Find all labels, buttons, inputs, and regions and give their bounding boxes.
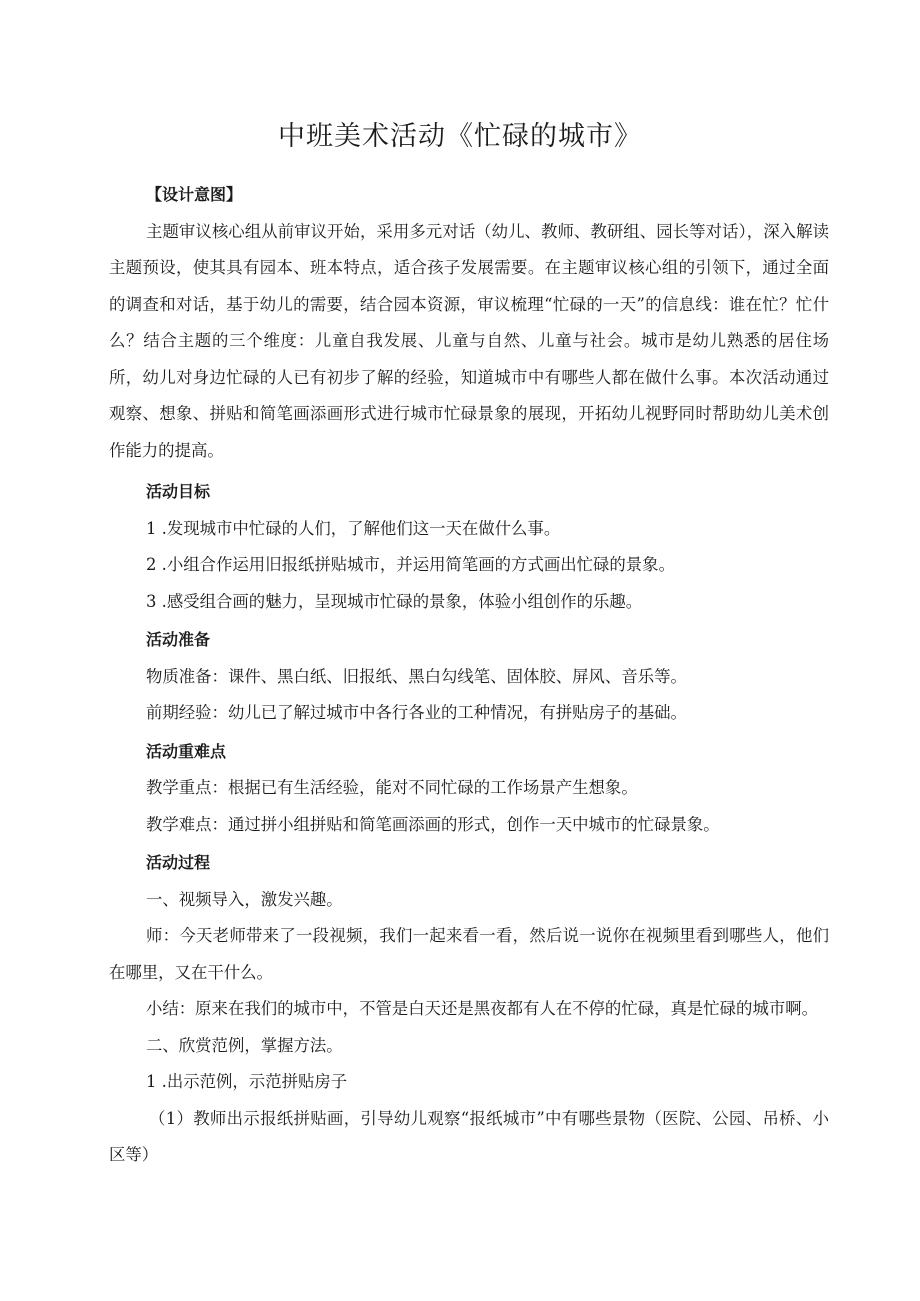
process-step-1-summary: 小结：原来在我们的城市中，不管是白天还是黑夜都有人在不停的忙碌，真是忙碌的城市啊。 xyxy=(146,999,819,1018)
goal-item-1: 1 .发现城市中忙碌的人们，了解他们这一天在做什么事。 xyxy=(146,518,561,538)
process-step-2-item-1: 1 .出示范例，示范拼贴房子 xyxy=(146,1072,348,1091)
teaching-key-point: 教学重点：根据已有生活经验，能对不同忙碌的工作场景产生想象。 xyxy=(146,778,638,797)
key-points-heading: 活动重难点 xyxy=(146,741,227,761)
process-heading: 活动过程 xyxy=(146,853,211,872)
page-title: 中班美术活动《忙碌的城市》 xyxy=(278,121,642,152)
process-step-2-title: 二、欣赏范例，掌握方法。 xyxy=(146,1035,343,1055)
goals-heading: 活动目标 xyxy=(146,482,211,501)
process-step-2-item-1-sub: （1）教师出示报纸拼贴画，引导幼儿观察“报纸城市”中有哪些景物（医院、公园、吊桥、小区等） xyxy=(109,1108,829,1164)
teaching-difficulty: 教学难点：通过拼小组拼贴和简笔画添画的形式，创作一天中城市的忙碌景象。 xyxy=(146,814,720,834)
goal-item-2: 2 .小组合作运用旧报纸拼贴城市，并运用简笔画的方式画出忙碌的景象。 xyxy=(146,555,675,574)
document-body xyxy=(109,177,829,1174)
goal-item-3: 3 .感受组合画的魅力，呈现城市忙碌的景象，体验小组创作的乐趣。 xyxy=(146,591,643,611)
preparation-material: 物质准备：课件、黑白纸、旧报纸、黑白勾线笔、固体胶、屏风、音乐等。 xyxy=(146,666,687,686)
preparation-experience: 前期经验：幼儿已了解过城市中各行各业的工种情况，有拼贴房子的基础。 xyxy=(146,703,687,722)
process-step-1-title: 一、视频导入，激发兴趣。 xyxy=(146,889,343,909)
process-step-1-teacher: 师：今天老师带来了一段视频，我们一起来看一看，然后说一说你在视频里看到哪些人，他们在哪里，又在干什么。 xyxy=(109,926,829,982)
design-intent-heading: 【设计意图】 xyxy=(146,185,243,204)
design-intent-paragraph: 主题审议核心组从前审议开始，采用多元对话（幼儿、教师、教研组、园长等对话），深入解读主题预设，使其具有园本、班本特点，适合孩子发展需要。在主题审议核心组的引领下，通过全面的调查和对话，基于幼儿的需要，结合园本资源，审议梳理“忙碌的一天”的信息线：谁在忙？忙什么？结合主题的三个维度：儿童自我发展、儿童与自然、儿童与社会。城市是幼儿熟悉的居住场所，幼儿对身边忙碌的人已有初步了解的经验，知道城市中有哪些人都在做什么事。本次活动通过观察、想象、拼贴和简笔画添画形式进行城市忙碌景象的展现，开拓幼儿视野同时帮助幼儿美术创作能力的提高。 xyxy=(109,221,829,460)
preparation-heading: 活动准备 xyxy=(146,630,211,649)
